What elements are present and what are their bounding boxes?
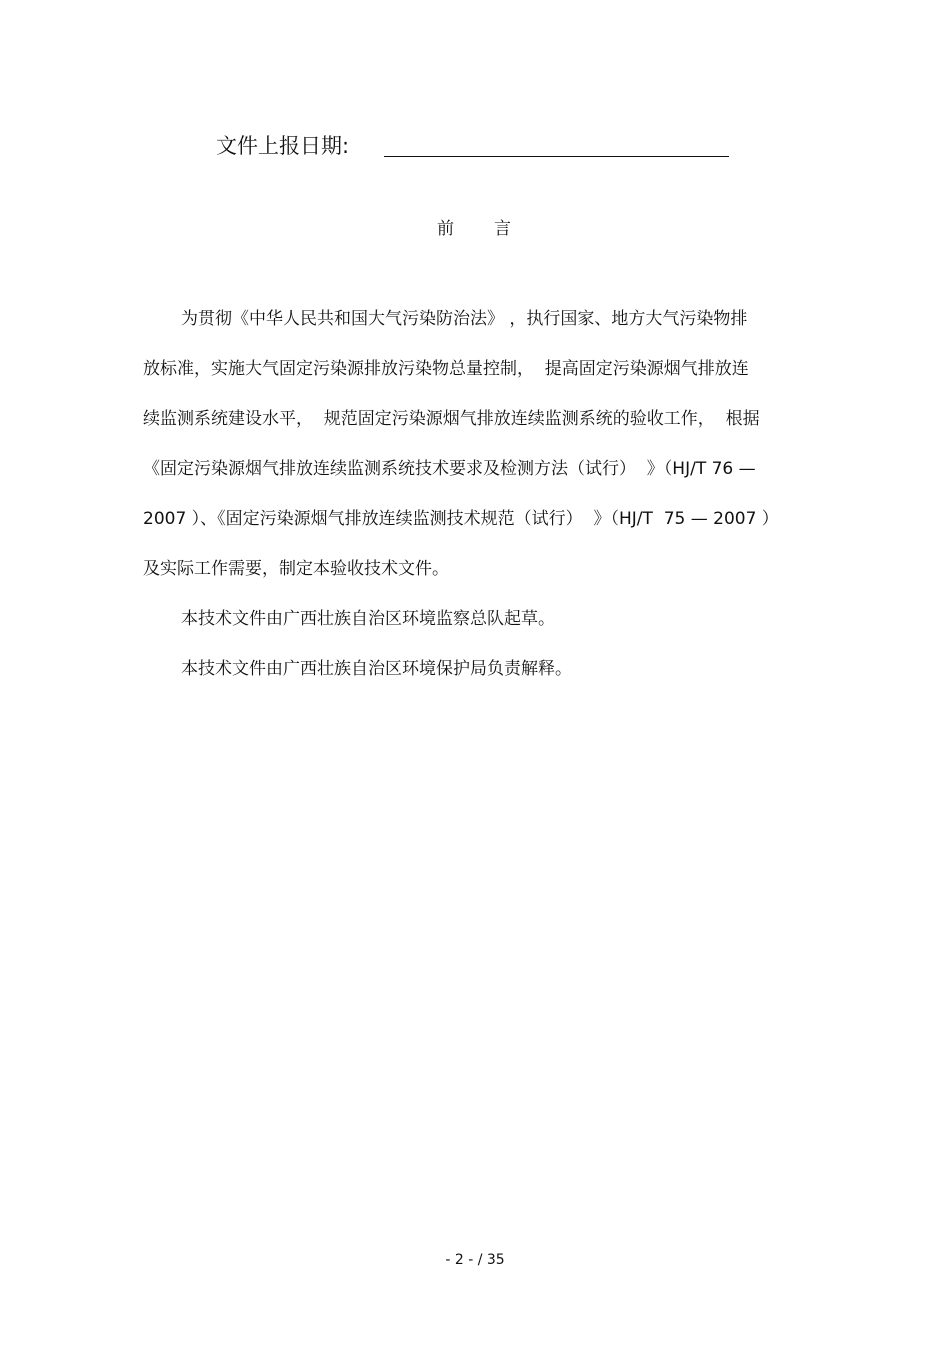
paragraph-line: 放标准，实施大气固定污染源排放污染物总量控制， 提高固定污染源烟气排放连 <box>143 359 749 379</box>
paragraph-line: 2007 ）、《固定污染源烟气排放连续监测技术规范（试行） 》（HJ/T 75 — 2007 ） <box>143 509 779 529</box>
paragraph-line: 续监测系统建设水平， 规范固定污染源烟气排放连续监测系统的验收工作， 根据 <box>143 409 760 429</box>
drafted-by-statement: 本技术文件由广西壮族自治区环境监察总队起草。 <box>181 609 555 629</box>
paragraph-line: 为贯彻《中华人民共和国大气污染防治法》 ，执行国家、地方大气污染物排 <box>181 309 748 329</box>
paragraph-line: 及实际工作需要，制定本验收技术文件。 <box>143 559 449 579</box>
report-date-label: 文件上报日期: <box>216 134 350 158</box>
interpreted-by-statement: 本技术文件由广西壮族自治区环境保护局负责解释。 <box>181 659 572 679</box>
preface-title: 前言 <box>437 219 551 239</box>
page-number: - 2 - / 35 <box>445 1252 505 1268</box>
report-date-row <box>216 130 736 164</box>
paragraph-line: 《固定污染源烟气排放连续监测系统技术要求及检测方法（试行） 》（HJ/T 76 — <box>143 459 756 479</box>
report-date-blank-line <box>384 156 729 157</box>
